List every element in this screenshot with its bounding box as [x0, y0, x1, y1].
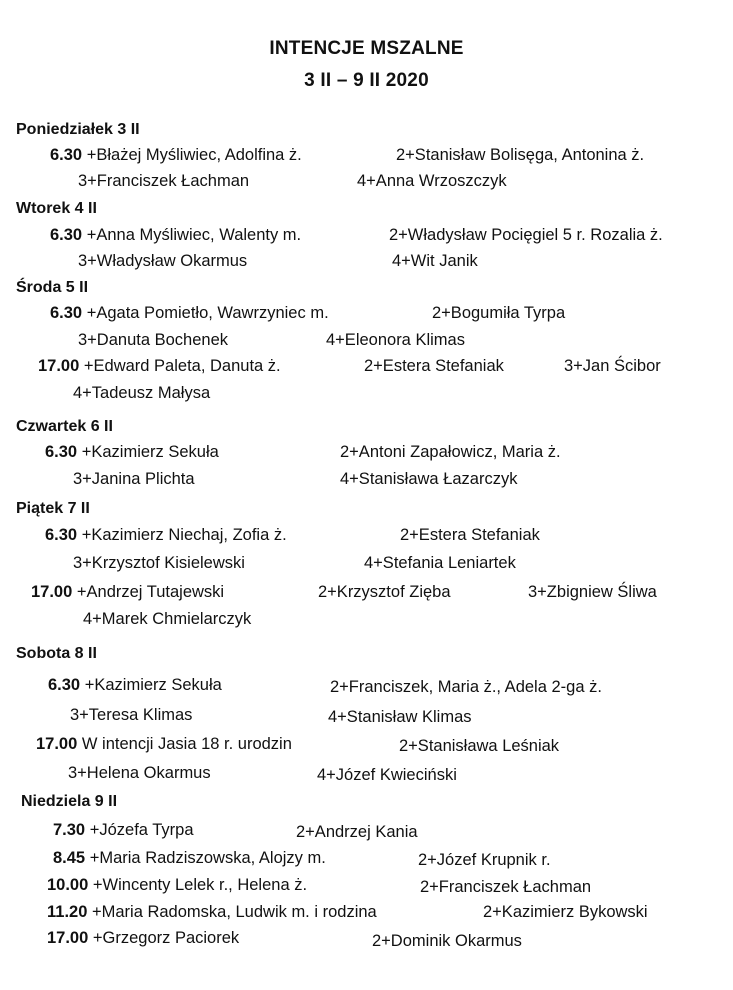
- intention: 4+Anna Wrzoszczyk: [357, 172, 507, 190]
- intention: 3+Danuta Bochenek: [78, 331, 228, 349]
- mass-time: 6.30: [48, 676, 81, 694]
- mass-time: 6.30: [50, 146, 83, 164]
- mass-entry: [47, 903, 377, 922]
- intention: +Edward Paleta, Danuta ż.: [83, 357, 281, 375]
- intention: 2+Estera Stefaniak: [364, 357, 504, 375]
- intention: 3+Teresa Klimas: [70, 706, 193, 724]
- intention: 2+Krzysztof Zięba: [318, 583, 451, 601]
- mass-entry: [53, 849, 326, 868]
- mass-time: 17.00: [36, 735, 78, 753]
- mass-entry: [53, 821, 194, 840]
- intention: 4+Marek Chmielarczyk: [83, 610, 252, 628]
- mass-entry: [47, 876, 307, 895]
- intention: 2+Stanisław Bolisęga, Antonina ż.: [396, 146, 645, 164]
- intention: +Kazimierz Sekuła: [81, 443, 219, 461]
- intention: +Andrzej Tutajewski: [76, 583, 225, 601]
- day-heading-saturday: Sobota 8 II: [16, 645, 97, 662]
- mass-entry: [31, 583, 224, 602]
- intention: +Kazimierz Niechaj, Zofia ż.: [81, 526, 287, 544]
- date-range: 3 II – 9 II 2020: [304, 70, 429, 91]
- mass-entry: [48, 676, 222, 695]
- intention: 3+Janina Plichta: [73, 470, 195, 488]
- intention: +Anna Myśliwiec, Walenty m.: [86, 226, 302, 244]
- intention: +Józefa Tyrpa: [89, 821, 194, 839]
- mass-time: 17.00: [47, 929, 89, 947]
- page-title: INTENCJE MSZALNE: [269, 38, 464, 59]
- intention: 2+Antoni Zapałowicz, Maria ż.: [340, 443, 561, 461]
- intention: 2+Władysław Pocięgiel 5 r. Rozalia ż.: [389, 226, 663, 244]
- intention: +Wincenty Lelek r., Helena ż.: [92, 876, 308, 894]
- intention: 3+Władysław Okarmus: [78, 252, 248, 270]
- day-heading-wednesday: Środa 5 II: [16, 279, 89, 296]
- intention: 4+Józef Kwieciński: [317, 766, 457, 784]
- day-heading-sunday: Niedziela 9 II: [21, 793, 118, 810]
- mass-time: 6.30: [45, 526, 78, 544]
- intention: +Maria Radomska, Ludwik m. i rodzina: [91, 903, 377, 921]
- mass-entry: [50, 146, 302, 165]
- mass-entry: [50, 226, 301, 245]
- mass-entry: [45, 526, 287, 545]
- intention: 2+Franciszek Łachman: [420, 878, 592, 896]
- mass-time: 17.00: [38, 357, 80, 375]
- intention: 3+Franciszek Łachman: [78, 172, 250, 190]
- mass-entry: [47, 929, 239, 948]
- day-heading-friday: Piątek 7 II: [16, 500, 90, 517]
- mass-entry: [50, 304, 329, 323]
- mass-time: 8.45: [53, 849, 86, 867]
- intention: 2+Józef Krupnik r.: [418, 851, 551, 869]
- intention: 2+Bogumiła Tyrpa: [432, 304, 566, 322]
- intention: 2+Andrzej Kania: [296, 823, 418, 841]
- intention: 2+Estera Stefaniak: [400, 526, 540, 544]
- mass-entry: [45, 443, 219, 462]
- mass-entry: [38, 357, 281, 376]
- mass-time: 6.30: [50, 304, 83, 322]
- intention: 4+Tadeusz Małysa: [73, 384, 211, 402]
- intention: +Błażej Myśliwiec, Adolfina ż.: [86, 146, 302, 164]
- intention: 3+Jan Ścibor: [564, 357, 661, 375]
- intention: 4+Stefania Leniartek: [364, 554, 516, 572]
- intention: 2+Stanisława Leśniak: [399, 737, 560, 755]
- intention: 3+Krzysztof Kisielewski: [73, 554, 245, 572]
- intention: 3+Helena Okarmus: [68, 764, 211, 782]
- intention: 2+Franciszek, Maria ż., Adela 2-ga ż.: [330, 678, 602, 696]
- intention: W intencji Jasia 18 r. urodzin: [81, 735, 292, 753]
- intention: +Grzegorz Paciorek: [92, 929, 240, 947]
- intention: 4+Stanisława Łazarczyk: [340, 470, 518, 488]
- mass-time: 6.30: [45, 443, 78, 461]
- intention: +Kazimierz Sekuła: [84, 676, 222, 694]
- mass-time: 6.30: [50, 226, 83, 244]
- intention: 2+Dominik Okarmus: [372, 932, 522, 950]
- mass-time: 17.00: [31, 583, 73, 601]
- intention: 4+Stanisław Klimas: [328, 708, 472, 726]
- mass-time: 11.20: [47, 903, 88, 921]
- day-heading-thursday: Czwartek 6 II: [16, 418, 113, 435]
- mass-time: 7.30: [53, 821, 86, 839]
- mass-entry: [36, 735, 292, 754]
- intention: +Agata Pomietło, Wawrzyniec m.: [86, 304, 329, 322]
- mass-time: 10.00: [47, 876, 89, 894]
- intention: 3+Zbigniew Śliwa: [528, 583, 657, 601]
- day-heading-monday: Poniedziałek 3 II: [16, 121, 140, 138]
- day-heading-tuesday: Wtorek 4 II: [16, 200, 97, 217]
- intention: 4+Eleonora Klimas: [326, 331, 465, 349]
- intention: +Maria Radziszowska, Alojzy m.: [89, 849, 326, 867]
- intention: 2+Kazimierz Bykowski: [483, 903, 648, 921]
- intention: 4+Wit Janik: [392, 252, 478, 270]
